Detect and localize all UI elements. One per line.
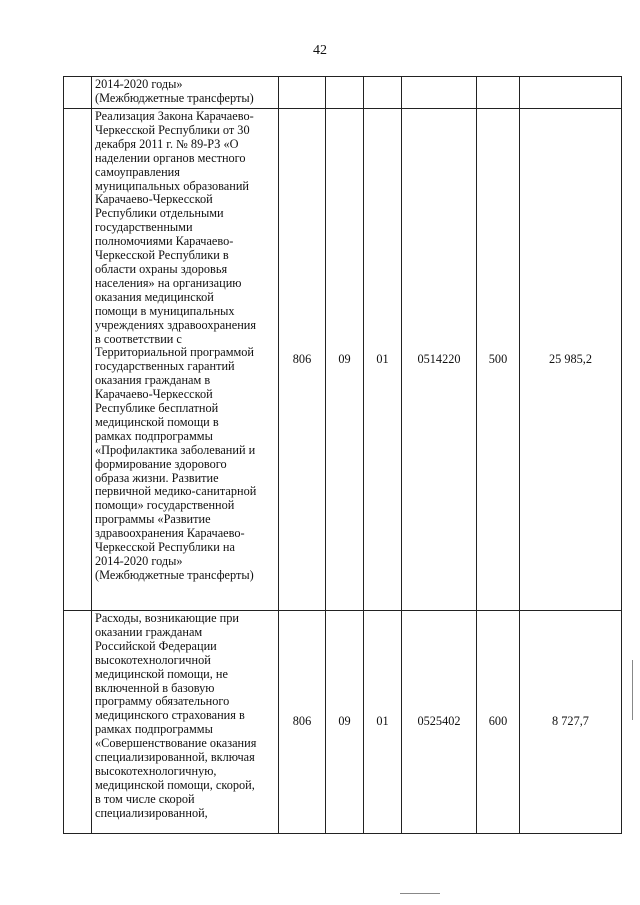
target-item-code-cell: 0525402 [402, 611, 477, 834]
row-number-cell [64, 611, 92, 834]
table-row [64, 77, 622, 109]
ministry-code-cell [279, 77, 326, 109]
budget-table [63, 76, 622, 834]
expense-name-cell: Реализация Закона Карачаево- Черкесской Республики от 30 декабря 2011 г. № 89-РЗ «О наделении органов местного самоуправления муниципальных образований Карачаево-Черкесской Республики отдельными государственными полномочиями Карачаево- Черкесской Республики в области охраны здоровья населения» на организацию оказания медицинской помощи в муниципальных учреждениях здравоохранения в соответствии с Территориальной программой государственных гарантий оказания гражданам в Карачаево-Черкесской Республике бесплатной медицинской помощи в рамках подпрограммы «Профилактика заболеваний и формирование здорового образа жизни. Развитие первичной медико-санитарной помощи» государственной программы «Развитие здравоохранения Карачаево- Черкесской Республики на 2014-2020 годы» (Межбюджетные трансферты) [92, 109, 279, 611]
subsection-code-cell [364, 77, 402, 109]
row-number-cell [64, 109, 92, 611]
expense-type-code-cell: 500 [477, 109, 520, 611]
expense-name-cell: 2014-2020 годы» (Межбюджетные трансферты) [92, 77, 279, 109]
subsection-code-cell: 01 [364, 109, 402, 611]
subsection-code-cell: 01 [364, 611, 402, 834]
section-code-cell [326, 77, 364, 109]
table-row [64, 611, 622, 834]
target-item-code-cell: 0514220 [402, 109, 477, 611]
amount-cell: 25 985,2 [520, 109, 622, 611]
amount-cell: 8 727,7 [520, 611, 622, 834]
section-code-cell: 09 [326, 109, 364, 611]
table-row [64, 109, 622, 611]
scan-mark [632, 660, 633, 720]
target-item-code-cell [402, 77, 477, 109]
page-number: 42 [313, 43, 327, 58]
expense-name-cell: Расходы, возникающие при оказании гражданам Российской Федерации высокотехнологичной медицинской помощи, не включенной в базовую программу обязательного медицинского страхования в рамках подпрограммы «Совершенствование оказания специализированной, включая высокотехнологичную, медицинской помощи, скорой, в том числе скорой специализированной, [92, 611, 279, 834]
scan-mark [400, 893, 440, 894]
ministry-code-cell: 806 [279, 611, 326, 834]
expense-type-code-cell [477, 77, 520, 109]
amount-cell [520, 77, 622, 109]
ministry-code-cell: 806 [279, 109, 326, 611]
section-code-cell: 09 [326, 611, 364, 834]
expense-type-code-cell: 600 [477, 611, 520, 834]
row-number-cell [64, 77, 92, 109]
